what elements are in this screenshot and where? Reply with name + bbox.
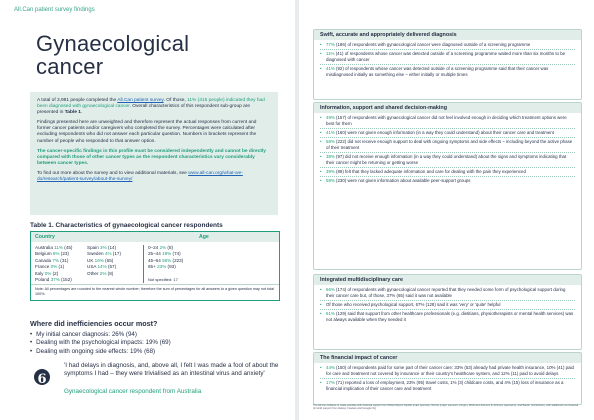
section-title: The financial impact of cancer — [314, 353, 581, 363]
finding-text: 41% (160) were not given enough information (in a way they could understand) about their cancer care and treatment — [326, 129, 554, 135]
table-cell-percent: 2% — [159, 245, 167, 250]
finding-percent: 58% — [326, 178, 335, 184]
table-cell-percent: 3% — [100, 245, 107, 250]
table-cell-label: Other — [87, 270, 100, 276]
table-cell-count: (93) — [166, 264, 176, 270]
finding-text: 39% (89) felt that they lacked adequate information and care for dealing with the pain they experienced — [326, 169, 526, 175]
divider — [320, 152, 575, 153]
table-cell-count: (57) — [106, 264, 117, 270]
table-row — [148, 264, 244, 270]
table-cell-percent: 4% — [104, 251, 112, 257]
bullet-icon: • — [320, 51, 322, 57]
finding-percent: 41% — [326, 129, 335, 135]
patient-quote: 'I had delays in diagnosis, and, above all, I felt I was made a fool of about the symptoms I had – they were trivialised as an intestinal virus and anxiety' — [64, 362, 279, 378]
divider — [320, 300, 575, 301]
divider — [320, 309, 575, 310]
divider — [320, 378, 575, 379]
bullet-icon: • — [320, 139, 322, 145]
table-cell-count: (74) — [171, 251, 181, 257]
list-item: • Dealing with the psychological impacts: 19% (69) — [30, 339, 171, 347]
finding-text: 49% (157) of respondents with gynaecological cancer did not feel involved enough in deciding which treatment options were best for them — [326, 115, 567, 126]
finding-percent: 38% — [326, 154, 335, 160]
table-cell-percent: 7% — [52, 257, 60, 263]
table-body — [31, 242, 279, 284]
section-body — [314, 40, 581, 81]
list-item — [320, 139, 575, 151]
finding-percent: 41% — [326, 66, 335, 72]
section-title: Integrated multidisciplinary care — [314, 275, 581, 285]
country-column-1 — [35, 245, 87, 283]
table-cell-count: (14) — [106, 245, 117, 250]
finding-percent: 17% — [326, 379, 335, 385]
finding-percent: 39% — [326, 169, 335, 175]
quote-mark-icon: 6 — [34, 369, 50, 385]
table-cell-percent: 6% — [52, 251, 60, 257]
intro-text: . Overall characteristics of this respondent sub-group are presented in — [37, 104, 251, 116]
table-row — [35, 277, 87, 283]
table-cell-label: Italy — [35, 270, 45, 276]
table-note: Note: All percentages are rounded to the nearest whole number; therefore the sum of percentages for all answers to a given question may not total 100%. — [31, 284, 279, 299]
table-cell-label: Belgium — [35, 251, 53, 257]
list-item — [320, 169, 575, 175]
table-cell-label: USA — [87, 264, 98, 270]
table-cell-percent: 14% — [97, 264, 107, 270]
table-cell-count: (8) — [166, 245, 174, 250]
title-line-1: Gynaecological — [36, 31, 190, 56]
table-cell-label: Poland — [35, 277, 51, 283]
table-cell-percent: 56% — [162, 257, 172, 263]
right-page — [299, 0, 594, 420]
bullet-icon: • — [320, 169, 322, 175]
finding-percent: 11% — [326, 51, 335, 57]
finding-text: 77% (186) of respondents with gynaecological cancer were diagnosed outside of a screening programme — [326, 42, 531, 47]
characteristics-table — [30, 231, 280, 301]
section-information-support — [313, 102, 582, 270]
finding-percent: 49% — [326, 115, 335, 120]
section-diagnosis — [313, 29, 582, 100]
table-cell-percent: 19% — [162, 251, 172, 257]
list-item — [320, 178, 575, 184]
sponsor-footnote: The All.Can initiative is made possible with financial support from Bristol-Myers Squibb (main sponsor), Roche (major sponsor), Amgen, MSD and Johnson & Johnson (sponsors), and Baxter (contributor), with additional non-financial (in kind) support from Helpsy, Intacare and Google.Org — [313, 404, 579, 411]
intro-paragraph-4 — [37, 171, 271, 183]
finding-text: 58% (222) did not receive enough support to deal with ongoing symptoms and side effects – including beyond the active phase of their treatment — [326, 139, 573, 150]
section-body — [314, 113, 581, 187]
table-cell-percent: 0% — [50, 264, 58, 270]
inefficiencies-title: Where did inefficiencies occur most? — [30, 319, 158, 328]
divider — [320, 128, 575, 129]
bullet-icon: • — [320, 154, 322, 160]
list-item: • My initial cancer diagnosis: 26% (94) — [30, 331, 171, 339]
list-item — [320, 42, 575, 48]
table-cell-percent: 16% — [94, 257, 104, 263]
intro-paragraph-3: The cancer-specific findings in this profile must be considered independently and cannot be directly compared with those of other cancer types as the respondent characteristics vary considerably between cancer types. — [37, 148, 266, 166]
bullet-icon: • — [320, 115, 322, 120]
divider — [320, 64, 575, 65]
bullet-icon: • — [320, 178, 322, 184]
table-cell-percent: 11% — [54, 245, 64, 250]
list-item — [320, 66, 575, 78]
finding-text: 44% (150) of respondents paid for some part of their cancer care: 33% (53) already had private health insurance, 10% (41) paid for care and treatment not covered by insurance or their country's healthcare system, and 12% (11) paid to avoid delays — [326, 365, 574, 376]
table-title: Table 1. Characteristics of gynaecological cancer respondents — [30, 222, 223, 229]
finding-text: 66% (174) of respondents with gynaecological cancer reported that they needed some form of psychological support during their cancer care but, of those, 37% (65) said it was not available — [326, 287, 566, 298]
table-cell-label: Sweden — [87, 251, 105, 257]
table-reference: Table 1 — [64, 110, 81, 116]
table-cell-label: 25–44 — [148, 251, 163, 257]
finding-text: 17% (71) reported a loss of employment, 23% (95) travel costs, 1% (3) childcare costs, and 4% (15) loss of insurance as a financial implication of their cancer care and treatment — [326, 379, 564, 391]
running-title: All.Can patient survey findings — [14, 7, 95, 13]
intro-text: . — [80, 110, 83, 116]
table-cell-count: (45) — [63, 245, 73, 250]
finding-text: 41% (92) of respondents whose cancer was detected outside of a screening programme said that their cancer was misdiagnosed initially as something else – either initially or multiple times — [326, 66, 549, 77]
table-cell-count: (1) — [57, 264, 65, 270]
table-cell-label: Canada — [35, 257, 53, 263]
finding-text: 61% (129) said that support from other healthcare professionals (e.g. dietitians, physiotherapists or mental health services) was not always available when they needed it — [326, 311, 574, 322]
finding-text: 38% (97) did not receive enough information (in a way they could understand) about the signs and symptoms indicating that their cancer might be returning or getting worse — [326, 154, 567, 165]
table-cell-label: France — [35, 264, 51, 270]
table-cell-percent: 0% — [44, 270, 52, 276]
intro-box — [30, 92, 278, 215]
finding-percent: 44% — [326, 365, 335, 370]
list-item — [320, 287, 575, 299]
bullet-icon: • — [320, 129, 322, 135]
table-cell-count: (65) — [103, 257, 114, 263]
country-header: Country — [35, 234, 55, 240]
bullet-icon: • — [320, 66, 322, 72]
list-item — [320, 130, 575, 136]
table-cell-count: (223) — [171, 257, 184, 263]
intro-text: A total of 3,981 people completed the — [37, 98, 118, 103]
finding-text: 11% (41) of respondents whose cancer was detected outside of a screening programme waited more than six months to be diagnosed with cancer — [326, 51, 566, 62]
finding-text: Of those who received psychological support, 67% (128) said it was 'very' or 'quite' helpful — [326, 301, 501, 307]
title-line-2: cancer — [36, 54, 104, 79]
country-column-2 — [87, 245, 139, 283]
intro-text: To find out more about the survey and to view additional materials, see — [37, 170, 189, 176]
table-cell-percent: 37% — [50, 277, 60, 283]
bullet-icon: • — [320, 365, 322, 370]
section-body — [314, 363, 581, 395]
intro-paragraph-2: Findings presented here are unweighted and therefore represent the actual responses from current and former cancer patients and/or caregivers who completed the survey. Percentages were calculated after excluding respondents who did not answer each particular question. Numbers in brackets represent the number of people who responded to that answer option. — [37, 120, 257, 144]
section-multidisciplinary-care — [313, 274, 582, 350]
list-item — [320, 380, 575, 392]
divider — [320, 167, 575, 168]
list-item — [320, 51, 575, 63]
bullet-icon: • — [320, 42, 322, 47]
list-item — [320, 154, 575, 166]
finding-percent: 66% — [326, 287, 335, 292]
bullet-icon: • — [320, 311, 322, 317]
table-cell-count: (8) — [106, 270, 114, 276]
table-cell-count: (17) — [111, 251, 121, 257]
intro-text: . Of those, — [163, 98, 188, 103]
not-specified-count: Not specified: 17 — [148, 276, 178, 282]
table-header-row — [31, 232, 279, 242]
finding-text: 58% (230) were not given information about available peer-support groups — [326, 178, 471, 184]
table-cell-count: (2) — [51, 270, 59, 276]
section-title: Swift, accurate and appropriately delivered diagnosis — [314, 30, 581, 40]
divider — [320, 137, 575, 138]
intro-highlight: 11% (415 people) indicated they had been diagnosed with gynaecological cancer — [37, 98, 265, 110]
table-cell-label: 0–24 — [148, 245, 160, 250]
age-header: Age — [199, 234, 209, 240]
table-cell-percent: 23% — [157, 264, 167, 270]
list-item — [320, 311, 575, 323]
table-cell-label: 45–64 — [148, 257, 163, 263]
bullet-icon: • — [320, 301, 322, 307]
table-cell-count: (23) — [59, 251, 69, 257]
divider — [320, 49, 575, 50]
table-row — [87, 271, 139, 277]
quote-source: Gynaecological cancer respondent from Australia — [64, 388, 202, 395]
page-title — [36, 32, 189, 78]
survey-link[interactable]: All.Can patient survey — [117, 98, 164, 103]
list-item: • Dealing with ongoing side effects: 19% (68) — [30, 348, 171, 356]
table-cell-label: Spain — [87, 245, 101, 250]
finding-percent: 77% — [326, 42, 335, 47]
age-column — [143, 245, 244, 283]
table-cell-count: (31) — [59, 257, 69, 263]
table-cell-label: 65+ — [148, 264, 158, 270]
table-cell-label: Australia — [35, 245, 55, 250]
survey-about-link[interactable]: www.all-can.org/what-we-do/research/patient-survey/about-the-survey/ — [37, 170, 243, 183]
left-page — [0, 0, 295, 420]
section-title: Information, support and shared decision-making — [314, 103, 581, 113]
inefficiencies-list — [30, 331, 171, 356]
divider — [320, 176, 575, 177]
list-item — [320, 302, 575, 308]
finding-percent: 58% — [326, 139, 335, 145]
bullet-icon: • — [320, 287, 322, 292]
section-financial-impact — [313, 352, 582, 405]
table-cell-label: UK — [87, 257, 95, 263]
finding-percent: 61% — [326, 311, 335, 317]
section-body — [314, 285, 581, 326]
intro-paragraph-1 — [37, 98, 271, 116]
bullet-icon: • — [320, 379, 322, 385]
table-cell-count: (152) — [59, 277, 72, 283]
table-cell-percent: 2% — [99, 270, 107, 276]
list-item — [320, 115, 575, 127]
list-item — [320, 365, 575, 377]
